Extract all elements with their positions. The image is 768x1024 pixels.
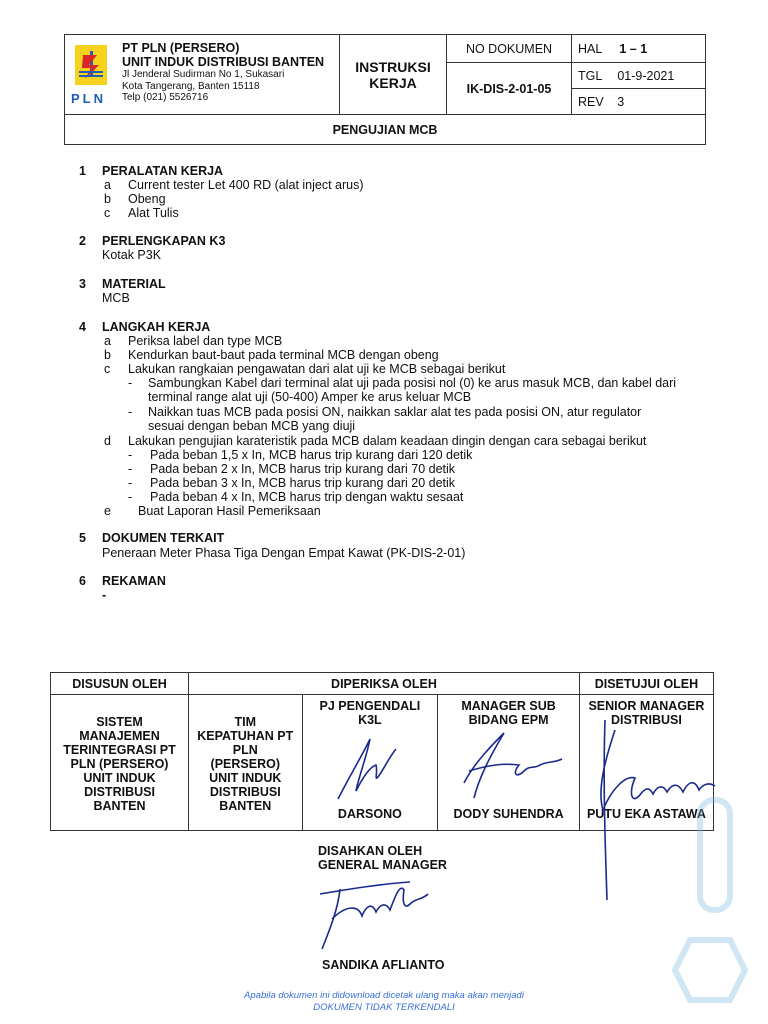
s4-step-a: Periksa label dan type MCB (128, 334, 283, 348)
hal-value: 1 – 1 (619, 41, 648, 56)
section-3-body: MCB (102, 291, 130, 305)
tgl-label: TGL (578, 68, 602, 83)
s4-d-item-1: Pada beban 1,5 x In, MCB harus trip kurang dari 120 detik (150, 448, 473, 462)
tgl-cell (572, 63, 706, 89)
s1-item-b-marker: b (104, 192, 111, 206)
section-3-number: 3 (79, 277, 86, 291)
s1-item-c-marker: c (104, 206, 111, 220)
s4-d-item-2: Pada beban 2 x In, MCB harus trip kurang dari 70 detik (150, 462, 456, 476)
section-4-title: LANGKAH KERJA (102, 320, 211, 334)
org-address-1: Jl Jenderal Sudirman No 1, Sukasari (122, 69, 285, 80)
s4-c1-line-1: Sambungkan Kabel dari terminal alat uji pada posisi nol (0) ke arus masuk MCB, dan kabel dari (148, 376, 677, 390)
section-1-number: 1 (79, 164, 86, 178)
org-phone: Telp (021) 5526716 (122, 92, 209, 103)
section-4-number: 4 (79, 320, 86, 334)
senior-manager-name: PUTU EKA ASTAWA (586, 807, 706, 821)
section-2-number: 2 (79, 234, 86, 248)
s1-item-a: Current tester Let 400 RD (alat inject arus) (128, 178, 364, 192)
sandika-signature (300, 864, 470, 954)
section-2-title: PERLENGKAPAN K3 (102, 234, 226, 248)
pj-k3l-name: DARSONO (337, 807, 402, 821)
hal-cell (572, 35, 706, 63)
section-5-number: 5 (79, 531, 86, 545)
rev-label: REV (578, 94, 604, 109)
doc-type-line-2: KERJA (369, 74, 417, 91)
s4-d4-dash: - (128, 490, 133, 504)
darsono-signature (308, 729, 428, 809)
s4-step-b-marker: b (104, 348, 111, 362)
footer-line-2: DOKUMEN TIDAK TERKENDALI (313, 1002, 455, 1013)
disetujui-header: DISETUJUI OLEH (579, 673, 713, 695)
manager-epm-role: MANAGER SUB BIDANG EPM (461, 699, 556, 727)
s4-step-a-marker: a (104, 334, 111, 348)
document-title: PENGUJIAN MCB (65, 115, 706, 145)
s4-step-c-marker: c (104, 362, 111, 376)
s4-d3-dash: - (128, 476, 133, 490)
s4-step-b: Kendurkan baut-baut pada terminal MCB dengan obeng (128, 348, 439, 362)
logo-wordmark: PLN (71, 91, 106, 106)
s4-c1-dash: - (128, 376, 133, 390)
document-header (64, 34, 706, 145)
s4-d2-dash: - (128, 462, 133, 476)
s4-c2-dash: - (128, 405, 133, 419)
s4-step-e-marker: e (104, 504, 111, 518)
disusun-cell: SISTEM MANAJEMEN TERINTEGRASI PT PLN (PERSERO) UNIT INDUK DISTRIBUSI BANTEN (51, 695, 189, 831)
s4-d-item-4: Pada beban 4 x In, MCB harus trip dengan waktu sesaat (150, 490, 464, 504)
s1-item-b: Obeng (128, 192, 166, 206)
org-address-2: Kota Tangerang, Banten 15118 (122, 80, 260, 92)
approval-label-line-1: DISAHKAN OLEH (318, 844, 423, 858)
s1-item-c: Alat Tulis (128, 206, 179, 220)
footer-line-1: Apabila dokumen ini didownload dicetak ulang maka akan menjadi (244, 990, 524, 1001)
rev-cell (572, 89, 706, 115)
s4-c2-line-1: Naikkan tuas MCB pada posisi ON, naikkan saklar alat tes pada posisi ON, atur regulator (148, 405, 642, 419)
tim-kepatuhan-cell: TIM KEPATUHAN PT PLN (PERSERO) UNIT INDUK DISTRIBUSI BANTEN (189, 695, 302, 831)
section-1-title: PERALATAN KERJA (102, 164, 224, 178)
s4-c2-line-2: sesuai dengan beban MCB yang diuji (148, 419, 356, 433)
s4-step-e: Buat Laporan Hasil Pemeriksaan (138, 504, 321, 518)
tgl-value: 01-9-2021 (617, 68, 675, 83)
pj-k3l-cell (302, 695, 438, 831)
pj-k3l-role: PJ PENGENDALI K3L (319, 699, 421, 727)
manager-epm-cell (438, 695, 580, 831)
section-5-title: DOKUMEN TERKAIT (102, 531, 225, 545)
doc-type-cell (340, 35, 447, 115)
no-dokumen-label: NO DOKUMEN (447, 35, 572, 63)
senior-manager-role: SENIOR MANAGER DISTRIBUSI (588, 699, 705, 727)
s4-c1-line-2: terminal range alat uji (50-400) Amper ke arus keluar MCB (148, 390, 472, 404)
org-name: PT PLN (PERSERO) (122, 41, 240, 55)
s4-d-item-3: Pada beban 3 x In, MCB harus trip kurang dari 20 detik (150, 476, 456, 490)
s4-step-d-marker: d (104, 434, 111, 448)
hal-label: HAL (578, 41, 602, 56)
section-3-title: MATERIAL (102, 277, 166, 291)
s1-item-a-marker: a (104, 178, 111, 192)
diperiksa-header: DIPERIKSA OLEH (189, 673, 580, 695)
section-2-body: Kotak P3K (102, 248, 162, 262)
manager-epm-name: DODY SUHENDRA (453, 807, 564, 821)
s4-d1-dash: - (128, 448, 133, 462)
organization-info (122, 41, 324, 104)
rev-value: 3 (617, 94, 625, 109)
disusun-header: DISUSUN OLEH (51, 673, 189, 695)
approval-name: SANDIKA AFLIANTO (322, 958, 445, 972)
document-stamp-watermark (660, 760, 750, 1020)
section-5-body: Peneraan Meter Phasa Tiga Dengan Empat Kawat (PK-DIS-2-01) (102, 546, 466, 560)
section-6-body: - (102, 588, 107, 602)
section-6-title: REKAMAN (102, 574, 166, 588)
approval-label-line-2: GENERAL MANAGER (318, 858, 447, 872)
section-6-number: 6 (79, 574, 86, 588)
no-dokumen-value: IK-DIS-2-01-05 (447, 63, 572, 115)
s4-step-c: Lakukan rangkaian pengawatan dari alat uji ke MCB sebagai berikut (128, 362, 506, 376)
doc-type-line-1: INSTRUKSI (355, 58, 431, 75)
organization-cell (65, 35, 340, 115)
org-unit: UNIT INDUK DISTRIBUSI BANTEN (122, 55, 325, 69)
footer-note (0, 990, 768, 1014)
s4-step-d: Lakukan pengujian karateristik pada MCB dalam keadaan dingin dengan cara sebagai berikut (128, 434, 647, 448)
dody-signature (444, 723, 574, 813)
